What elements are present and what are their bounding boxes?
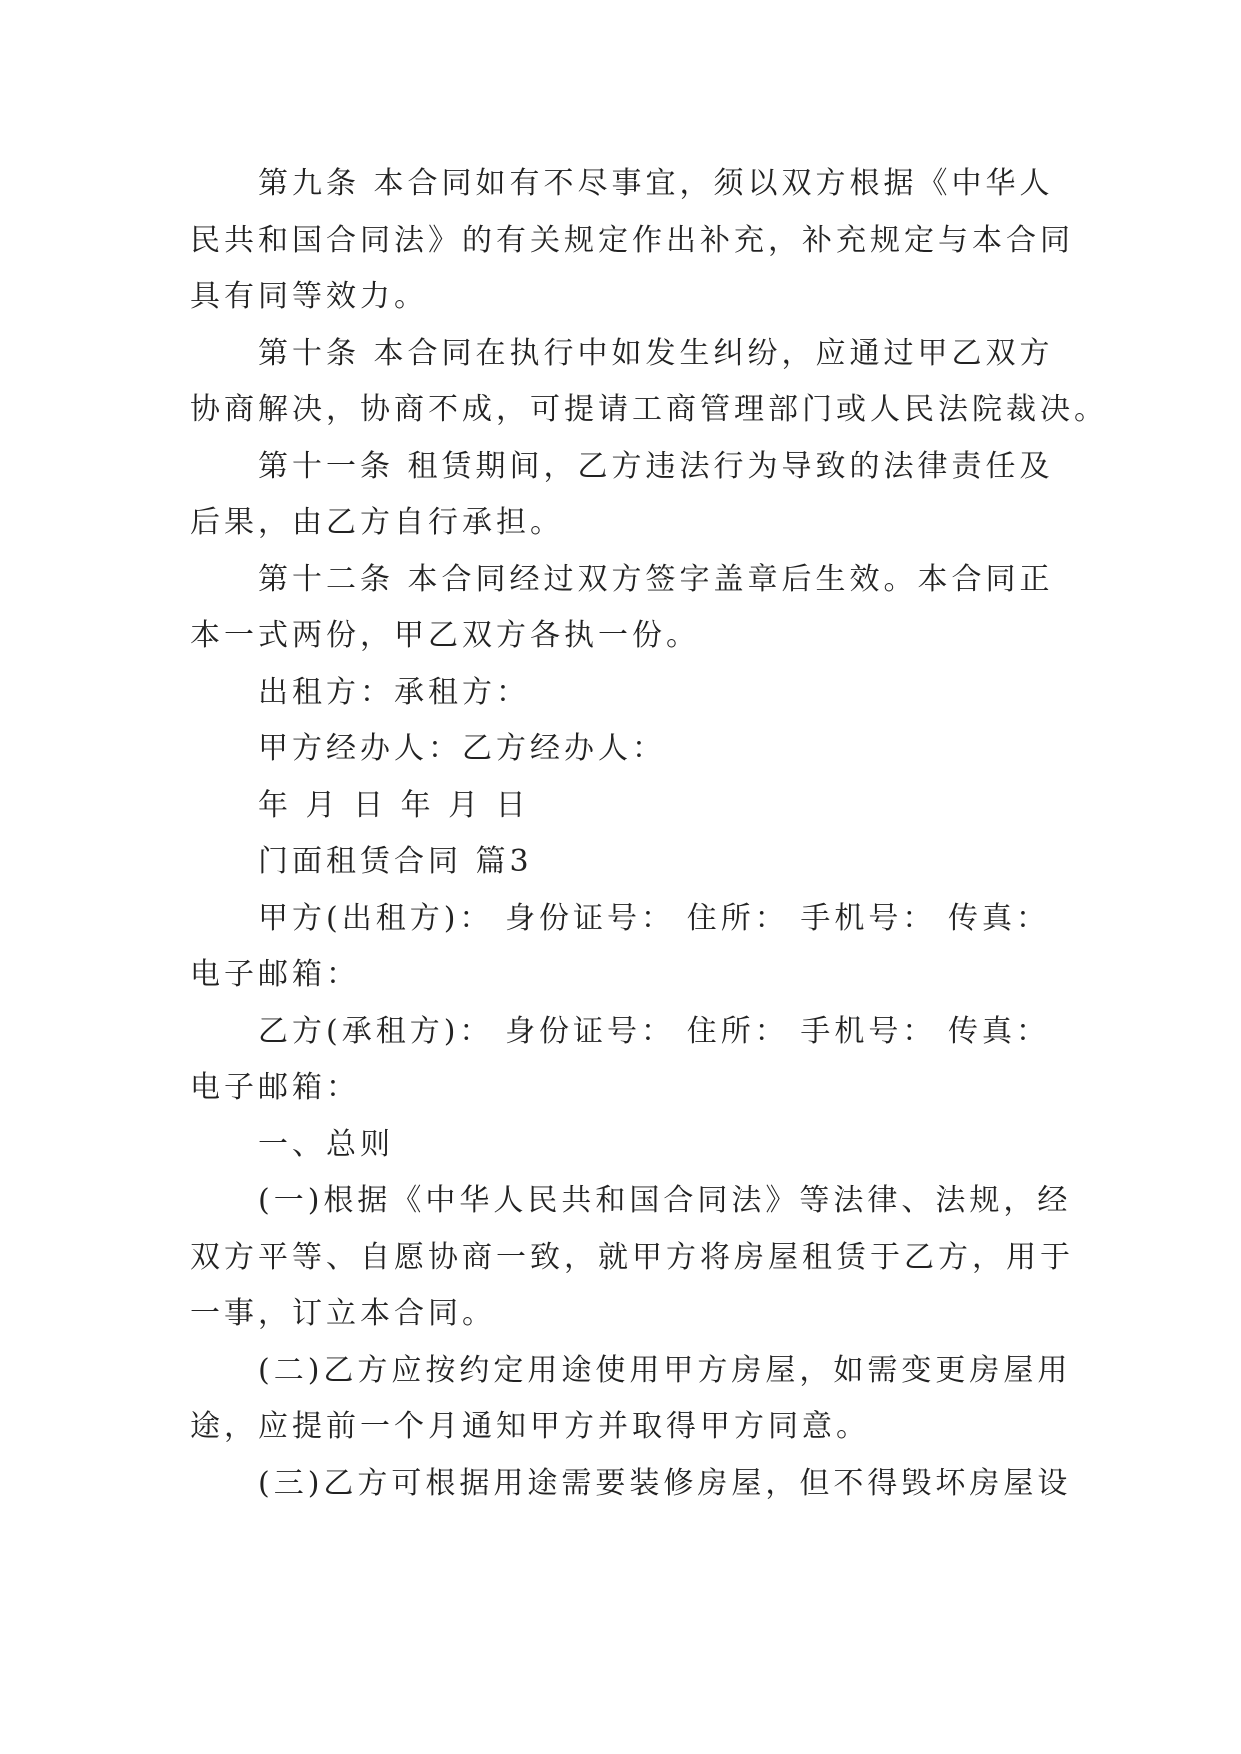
party-a-phone-label: 手机号： <box>800 900 937 936</box>
party-b-phone-label: 手机号： <box>800 1013 937 1049</box>
text-line: 具有同等效力。 <box>190 279 428 314</box>
party-a-label: 甲方(出租方)： <box>258 900 494 936</box>
date-labels: 年 月 日 年 月 日 <box>258 787 530 823</box>
text-line: 第九条 本合同如有不尽事宜，须以双方根据《中华人 <box>258 166 1054 201</box>
text-line: (一)根据《中华人民共和国合同法》等法律、法规，经 <box>258 1183 1072 1218</box>
party-a-id-label: 身份证号： <box>505 900 676 936</box>
text-line: 后果，由乙方自行承担。 <box>190 505 564 540</box>
section-title: 门面租赁合同 篇3 <box>258 844 533 879</box>
text-line: 途，应提前一个月通知甲方并取得甲方同意。 <box>190 1409 870 1444</box>
party-a-fields <box>190 891 1050 948</box>
signature-labels: 出租方：承租方： <box>258 674 530 710</box>
party-b-email-label: 电子邮箱： <box>190 1070 360 1105</box>
document-body <box>190 156 1108 1512</box>
text-line: 民共和国合同法》的有关规定作出补充，补充规定与本合同 <box>190 222 1074 258</box>
party-b-label: 乙方(承租方)： <box>258 1013 494 1049</box>
text-line: 协商解决，协商不成，可提请工商管理部门或人民法院裁决。 <box>190 392 1108 427</box>
text-line: 第十一条 租赁期间，乙方违法行为导致的法律责任及 <box>258 448 1054 484</box>
party-b-fields <box>190 1004 1050 1061</box>
text-line: 第十条 本合同在执行中如发生纠纷，应通过甲乙双方 <box>258 335 1054 371</box>
party-b-id-label: 身份证号： <box>505 1013 676 1049</box>
party-a-address-label: 住所： <box>686 900 789 936</box>
section-heading: 一、总则 <box>258 1126 394 1162</box>
text-line: (二)乙方应按约定用途使用甲方房屋，如需变更房屋用 <box>258 1352 1072 1388</box>
text-line: 一事，订立本合同。 <box>190 1296 496 1331</box>
text-line: 本一式两份，甲乙双方各执一份。 <box>190 618 700 653</box>
agent-labels: 甲方经办人：乙方经办人： <box>258 731 666 766</box>
party-a-email-label: 电子邮箱： <box>190 957 360 992</box>
party-a-fax-label: 传真： <box>947 900 1050 936</box>
text-line: (三)乙方可根据用途需要装修房屋，但不得毁坏房屋设 <box>258 1465 1072 1501</box>
text-line: 双方平等、自愿协商一致，就甲方将房屋租赁于乙方，用于 <box>190 1239 1074 1275</box>
text-line: 第十二条 本合同经过双方签字盖章后生效。本合同正 <box>258 561 1054 597</box>
party-b-fax-label: 传真： <box>947 1013 1050 1049</box>
party-b-address-label: 住所： <box>686 1013 789 1049</box>
